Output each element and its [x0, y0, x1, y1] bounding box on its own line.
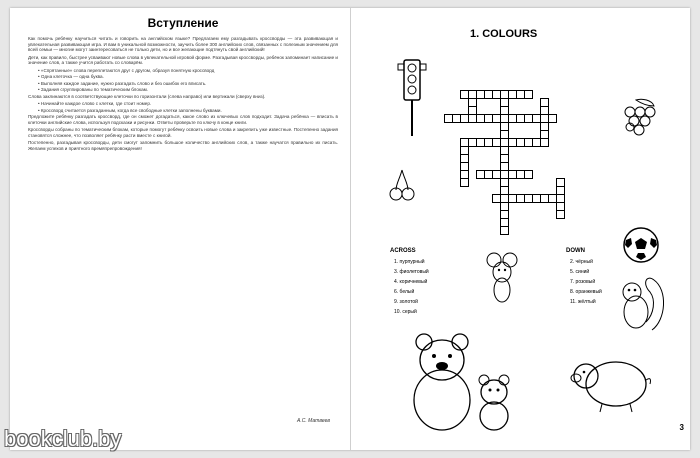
rule-item: • Выполняя каждое задание, нужно разгадать слово и без ошибок его вписать.: [38, 80, 207, 86]
crossword-cell[interactable]: [548, 114, 557, 123]
watermark-logo: bookclub.by: [4, 426, 122, 451]
page-number: 3: [679, 423, 684, 432]
rule-item: • Одна клеточка — одна буква.: [38, 74, 104, 79]
crossword-cell[interactable]: [460, 114, 469, 123]
bears-illustration: [404, 328, 514, 432]
intro-paragraph: Постепенно, разгадывая кроссворды, дети смогут запомнить большое количество английских слов, а также научатся правильно их писать. Желаем успехов и приятного времяпрепровождения!: [28, 140, 338, 151]
crossword-cell[interactable]: [500, 226, 509, 235]
page-title: 1. COLOURS: [470, 28, 538, 40]
crossword-cell[interactable]: [540, 138, 549, 147]
squirrel-illustration: [616, 270, 668, 340]
across-clue: 6. белый: [394, 289, 415, 295]
intro-paragraph: Дети, как правило, быстрее усваивают новые слова в увлекательной игровой форме. Разгадывая кроссворды, ребёнок запоминает написание и значение слов, а также учится работать со словарём.: [28, 54, 338, 65]
rule-item: • Кроссворд считается разгаданным, когда все свободные клетки заполнены буквами.: [38, 107, 222, 113]
football-illustration: [622, 226, 660, 264]
across-clue: 9. золотой: [394, 299, 418, 305]
crossword-cell[interactable]: [556, 210, 565, 219]
crossword-cell[interactable]: [556, 186, 565, 195]
crossword-cell[interactable]: [556, 178, 565, 187]
crossword-cell[interactable]: [524, 90, 533, 99]
across-clue: 10. серый: [394, 309, 417, 315]
rule-item: • Задания сгруппированы по тематическим блокам.: [38, 87, 149, 92]
down-heading: DOWN: [566, 248, 585, 254]
down-clue: 5. синий: [570, 269, 590, 275]
crossword-cell[interactable]: [540, 106, 549, 115]
book-spread: [10, 8, 690, 450]
down-clue: 2. чёрный: [570, 259, 593, 265]
crossword-cell[interactable]: [532, 138, 541, 147]
rule-item: • «Спрятанные» слова переплетаются друг с другом, образуя понятную кроссворд: [38, 67, 215, 73]
intro-heading: Вступление: [147, 16, 219, 30]
crossword-cell[interactable]: [500, 162, 509, 171]
intro-paragraph: Слова заклинаются в соответствующие клеточки по горизонтали (слева направо) или вертикали (сверху вниз).: [28, 93, 266, 99]
page-gutter: [350, 8, 351, 450]
crossword-cell[interactable]: [460, 178, 469, 187]
down-clue: 11. жёлтый: [570, 299, 596, 305]
across-clue: 3. фиолетовый: [394, 269, 429, 275]
crossword-cell[interactable]: [524, 170, 533, 179]
left-page: [28, 16, 338, 436]
grapes-illustration: [618, 96, 660, 144]
intro-paragraph: Кроссворды собраны по тематическим блокам, которые помогут ребёнку освоить новые слова и закрепить уже известные. Постепенно задания становятся сложнее, что позволяет ребёнку расти вместе с книгой.: [28, 127, 338, 138]
intro-paragraph: Как помочь ребёнку научиться читать и говорить на английском языке? Предлагаем ему разгадывать кроссворды — эта развивающая и увлекательная развивающая игра. И вам в уникальной возможности, заучить более 300 английских слов, связанных с полезным значением для всей семьи — многие могут заинтересоваться не только дети, но и все желающие подтянуть свой английский!: [28, 36, 338, 52]
down-clue: 7. розовый: [570, 279, 596, 285]
traffic-light-illustration: [390, 58, 434, 138]
across-clue: 1. пурпурный: [394, 259, 425, 265]
pig-illustration: [568, 350, 654, 414]
author-signature: А.С. Матвеев: [297, 418, 330, 424]
rule-item: • Начинайте каждое слово с клетки, где стоит номер.: [38, 101, 152, 106]
across-clue: 4. коричневый: [394, 279, 428, 285]
intro-paragraph: Предложите ребёнку разгадать кроссворд, где он сможет догадаться, какое слово из ключевых слов подходит. Задача ребёнка — вписать в клеточки английские слова, используя подсказки и рисунки. Ответы проверьте по ключу в конце книги.: [28, 114, 338, 125]
mouse-illustration: [482, 250, 522, 306]
down-clue: 8. оранжевый: [570, 289, 602, 295]
right-page: [360, 8, 690, 450]
across-heading: ACROSS: [390, 248, 416, 254]
cherry-illustration: [388, 168, 416, 202]
